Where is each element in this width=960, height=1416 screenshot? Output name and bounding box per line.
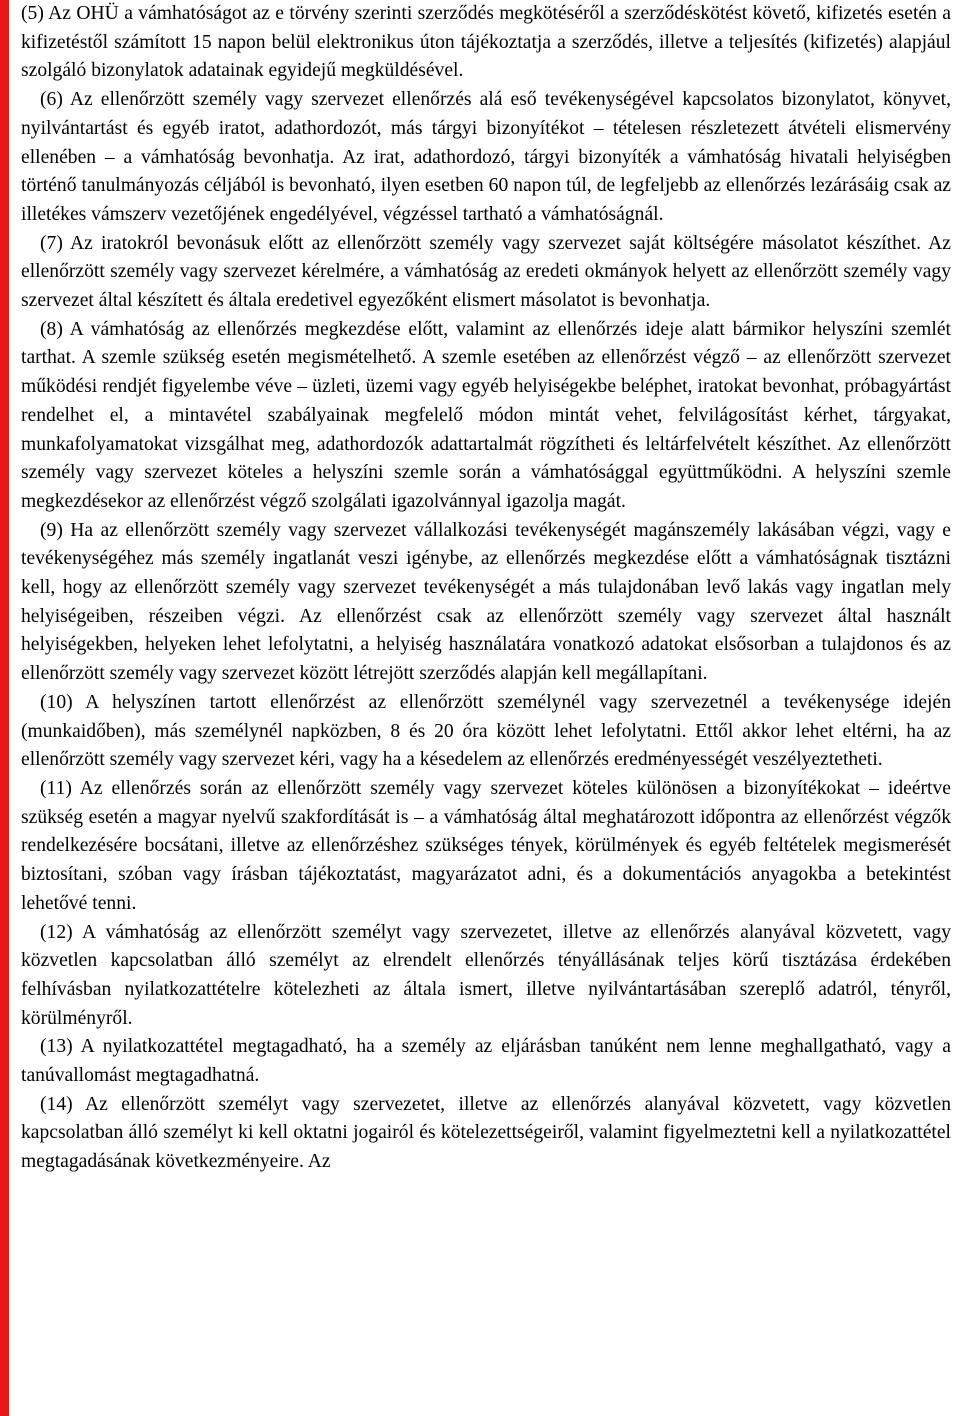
paragraph-6: (6) Az ellenőrzött személy vagy szervezet ellenőrzés alá eső tevékenységével kapcsolatos bizonylatot, könyvet, nyilvántartást és egyéb iratot, adathordozót, más tárgyi bizonyítékot – tételesen részletezett átvételi elismervény ellenében – a vámhatóság bevonhatja. Az irat, adathordozó, tárgyi bizonyíték a vámhatóság hivatali helyiségben történő tanulmányozás céljából is bevonható, ilyen esetben 60 napon túl, de legfeljebb az ellenőrzés lezárásáig csak az illetékes vámszerv vezetőjének engedélyével, végzéssel tartható a vámhatóságnál.: [21, 89, 951, 225]
paragraph-12: (12) A vámhatóság az ellenőrzött személyt vagy szervezetet, illetve az ellenőrzés alanyával közvetett, vagy közvetlen kapcsolatban álló személyt az elrendelt ellenőrzés tényállásának teljes körű tisztázása érdekében felhívásban nyilatkozattételre kötelezheti az általa ismert, illetve nyilvántartásában szereplő adatról, tényről, körülményről.: [21, 921, 951, 1029]
paragraph-14: (14) Az ellenőrzött személyt vagy szervezetet, illetve az ellenőrzés alanyával közvetett, vagy közvetlen kapcsolatban álló személyt ki kell oktatni jogairól és kötelezettségeiről, valamint figyelmeztetni kell a nyilatkozattétel megtagadásának következményeire. Az: [21, 1093, 951, 1173]
paragraph-10: (10) A helyszínen tartott ellenőrzést az ellenőrzött személynél vagy szervezetnél a tevékenysége idején (munkaidőben), más személynél napközben, 8 és 20 óra között lehet lefolytatni. Ettől akkor lehet eltérni, ha az ellenőrzött személy vagy szervezet kéri, vagy ha a késedelem az ellenőrzés eredményességét veszélyeztetheti.: [21, 691, 951, 771]
paragraph-7: (7) Az iratokról bevonásuk előtt az ellenőrzött személy vagy szervezet saját költségére másolatot készíthet. Az ellenőrzött személy vagy szervezet kérelmére, a vámhatóság az eredeti okmányok helyett az ellenőrzött személy vagy szervezet által készített és általa eredetivel egyezőként elismert másolatot is bevonhatja.: [21, 232, 951, 312]
paragraph-5: (5) Az OHÜ a vámhatóságot az e törvény szerinti szerződés megkötéséről a szerződéskötést követő, kifizetés esetén a kifizetéstől számított 15 napon belül elektronikus úton tájékoztatja a szerződés, illetve a teljesítés (kifizetés) alapjául szolgáló bizonylatok adatainak egyidejű megküldésével.: [21, 3, 951, 82]
paragraph-11: (11) Az ellenőrzés során az ellenőrzött személy vagy szervezet köteles különösen a bizonyítékokat – ideértve szükség esetén a magyar nyelvű szakfordítását is – a vámhatóság által meghatározott időpontra az ellenőrzést végzők rendelkezésére bocsátani, illetve az ellenőrzéshez szükséges tények, körülmények és egyéb feltételek megismerését biztosítani, szóban vagy írásban tájékoztatást, magyarázatot adni, és a dokumentációs anyagokba a betekintést lehetővé tenni.: [21, 777, 951, 914]
paragraph-9: (9) Ha az ellenőrzött személy vagy szervezet vállalkozási tevékenységét magánszemély lakásában végzi, vagy e tevékenységéhez más személy ingatlanát veszi igénybe, az ellenőrzés megkezdése előtt a vámhatóságnak tisztázni kell, hogy az ellenőrzött személy vagy szervezet tevékenységét a más tulajdonában levő lakás vagy ingatlan mely helyiségeiben, részeiben végzi. Az ellenőrzést csak az ellenőrzött személy vagy szervezet által használt helyiségekben, helyeken lehet lefolytatni, a helyiség használatára vonatkozó adatokat elsősorban a tulajdonos és az ellenőrzött személy vagy szervezet között létrejött szerződés alapján kell megállapítani.: [21, 519, 951, 685]
paragraph-8: (8) A vámhatóság az ellenőrzés megkezdése előtt, valamint az ellenőrzés ideje alatt bármikor helyszíni szemlét tarthat. A szemle szükség esetén megismételhető. A szemle esetében az ellenőrzést végző – az ellenőrzött szervezet működési rendjét figyelembe véve – üzleti, üzemi vagy egyéb helyiségekbe beléphet, iratokat bevonhat, próbagyártást rendelhet el, a mintavétel szabályainak megfelelő módon mintát vehet, felvilágosítást kérhet, tárgyakat, munkafolyamatokat vizsgálhat meg, adathordozók adattartalmát rögzítheti és leltárfelvételt készíthet. Az ellenőrzött személy vagy szervezet köteles a helyszíni szemle során a vámhatósággal együttműködni. A helyszíni szemle megkezdésekor az ellenőrzést végző szolgálati igazolvánnyal igazolja magát.: [21, 318, 951, 512]
margin-change-bar: [0, 0, 9, 1416]
document-body: [21, 0, 951, 1177]
paragraph-13: (13) A nyilatkozattétel megtagadható, ha a személy az eljárásban tanúként nem lenne meghallgatható, vagy a tanúvallomást megtagadhatná.: [21, 1036, 951, 1087]
